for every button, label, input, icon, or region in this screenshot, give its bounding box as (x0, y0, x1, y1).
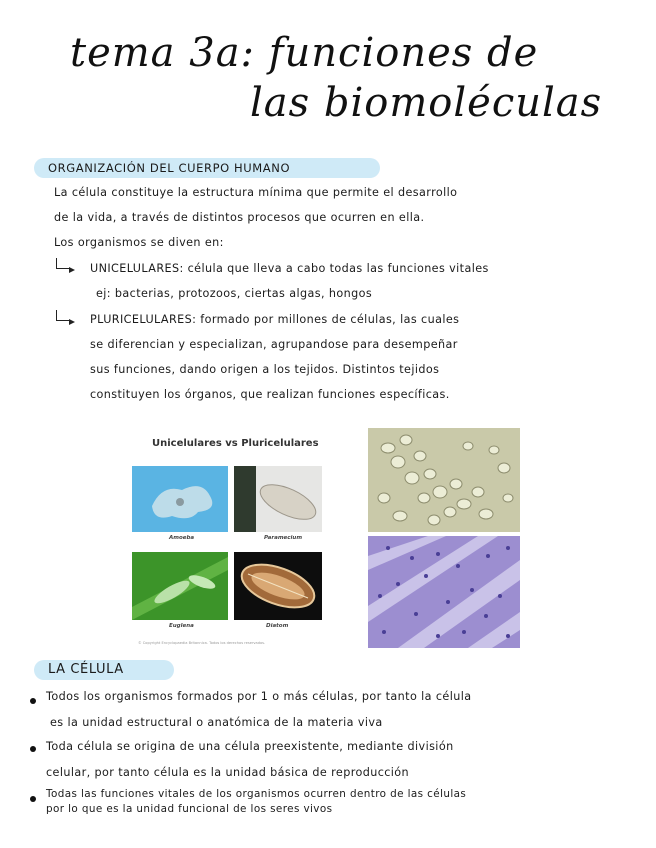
amoeba-image (132, 466, 228, 532)
euglena-image (132, 552, 228, 620)
caption-euglena: Euglena (169, 623, 194, 629)
paragraph-line: de la vida, a través de distintos procesos que ocurren en ella. (54, 211, 425, 224)
tissue-histology-photo (368, 536, 520, 648)
bullet-line: es la unidad estructural o anatómica de la materia viva (50, 716, 383, 729)
pluricelulares-line: constituyen los órganos, que realizan funciones específicas. (90, 388, 450, 401)
section-heading-organizacion: ORGANIZACIÓN DEL CUERPO HUMANO (34, 158, 380, 178)
arrow-icon (56, 310, 71, 321)
bullet-icon (30, 698, 36, 704)
bullet-line: por lo que es la unidad funcional de los seres vivos (46, 803, 333, 815)
bullet-icon (30, 746, 36, 752)
caption-paramecium: Paramecium (264, 535, 303, 541)
pluricelulares-line: PLURICELULARES: formado por millones de células, las cuales (90, 313, 460, 326)
section-heading-la-celula: LA CÉLULA (34, 660, 174, 680)
pluricelulares-line: sus funciones, dando origen a los tejidos. Distintos tejidos (90, 363, 440, 376)
paramecium-image (234, 466, 322, 532)
diatom-image (234, 552, 322, 620)
bullet-line: Todos los organismos formados por 1 o más células, por tanto la célula (46, 690, 472, 703)
unicellular-vs-multicellular-figure (124, 430, 334, 650)
yeast-cells-photo (368, 428, 520, 532)
unicelulares-examples: ej: bacterias, protozoos, ciertas algas, hongos (96, 287, 373, 300)
pluricelulares-line: se diferencian y especializan, agrupandose para desempeñar (90, 338, 458, 351)
bullet-line: Todas las funciones vitales de los organismos ocurren dentro de las células (46, 788, 467, 800)
caption-amoeba: Amoeba (169, 535, 195, 541)
page-title-line-2: las biomoléculas (250, 80, 603, 126)
figure-title: Unicelulares vs Pluricelulares (152, 438, 319, 449)
figure-copyright: © Copyright Encyclopaedia Britannica. Todos los derechos reservados. (138, 641, 266, 645)
bullet-line: Toda célula se origina de una célula preexistente, mediante división (46, 740, 454, 753)
paragraph-line: Los organismos se diven en: (54, 236, 224, 249)
bullet-line: celular, por tanto célula es la unidad básica de reproducción (46, 766, 410, 779)
caption-diatom: Diatom (266, 623, 289, 629)
bullet-icon (30, 796, 36, 802)
arrow-icon (56, 258, 71, 269)
page-title-line-1: tema 3a: funciones de (70, 30, 539, 76)
unicelulares-definition: UNICELULARES: célula que lleva a cabo todas las funciones vitales (90, 262, 489, 275)
paragraph-line: La célula constituye la estructura mínima que permite el desarrollo (54, 186, 458, 199)
